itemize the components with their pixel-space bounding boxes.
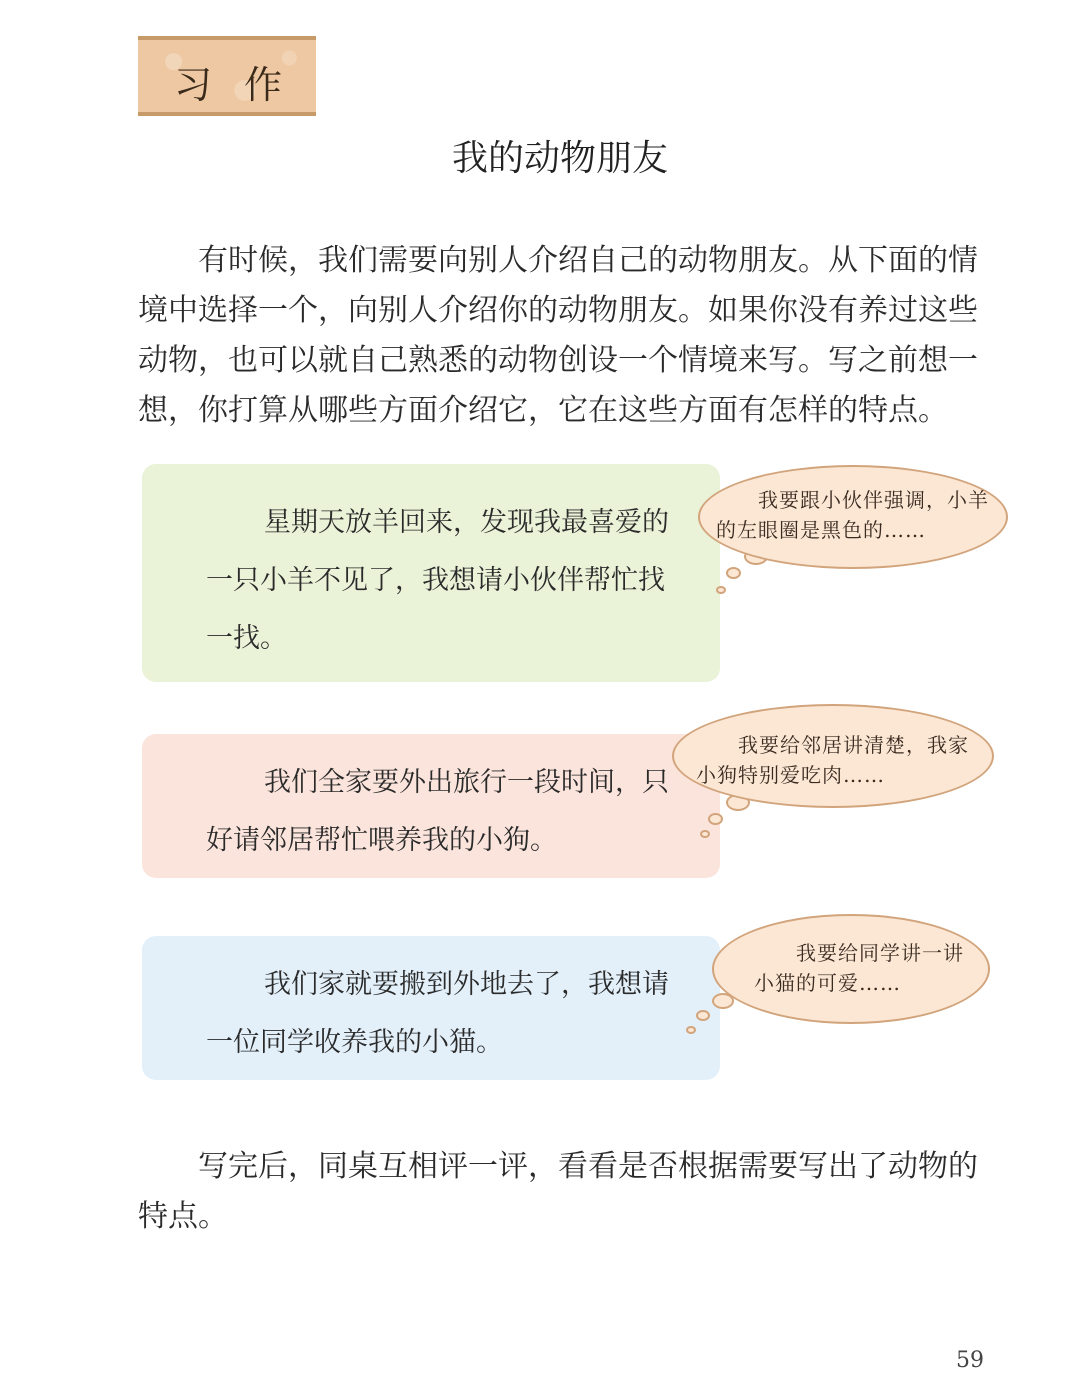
scenario-text: 我们家就要搬到外地去了，我想请一位同学收养我的小猫。	[206, 969, 669, 1058]
scenario-text: 星期天放羊回来，发现我最喜爱的一只小羊不见了，我想请小伙伴帮忙找一找。	[206, 507, 669, 654]
scenario-card-lamb	[142, 464, 720, 682]
thought-bubble-lamb	[698, 465, 1008, 569]
thought-dot	[686, 1026, 696, 1034]
intro-paragraph: 有时候，我们需要向别人介绍自己的动物朋友。从下面的情境中选择一个，向别人介绍你的动物朋友。如果你没有养过这些动物，也可以就自己熟悉的动物创设一个情境来写。写之前想一想，你打算从哪些方面介绍它，它在这些方面有怎样的特点。	[138, 243, 978, 428]
thought-dot	[696, 1010, 710, 1021]
thought-dot	[726, 567, 741, 579]
thought-bubble-dog	[672, 704, 994, 808]
thought-bubble-text: 我要跟小伙伴强调，小羊的左眼圈是黑色的……	[716, 488, 989, 542]
page-title: 我的动物朋友	[451, 138, 668, 179]
scenario-text: 我们全家要外出旅行一段时间，只好请邻居帮忙喂养我的小狗。	[206, 767, 669, 856]
section-label-char-2: 作	[244, 63, 283, 107]
thought-bubble-text: 我要给同学讲一讲小猫的可爱……	[754, 941, 964, 995]
thought-bubble-cat	[712, 914, 990, 1024]
scenario-card-dog	[142, 734, 720, 878]
section-label	[138, 36, 316, 116]
scenario-card-cat	[142, 936, 720, 1080]
thought-bubble-text: 我要给邻居讲清楚，我家小狗特别爱吃肉……	[696, 733, 969, 787]
thought-dot	[700, 830, 710, 838]
thought-dot	[716, 586, 726, 594]
thought-dot	[708, 813, 723, 825]
closing-paragraph: 写完后，同桌互相评一评，看看是否根据需要写出了动物的特点。	[138, 1149, 978, 1234]
section-label-char-1: 习	[174, 63, 213, 107]
page-number: 59	[956, 1348, 984, 1373]
